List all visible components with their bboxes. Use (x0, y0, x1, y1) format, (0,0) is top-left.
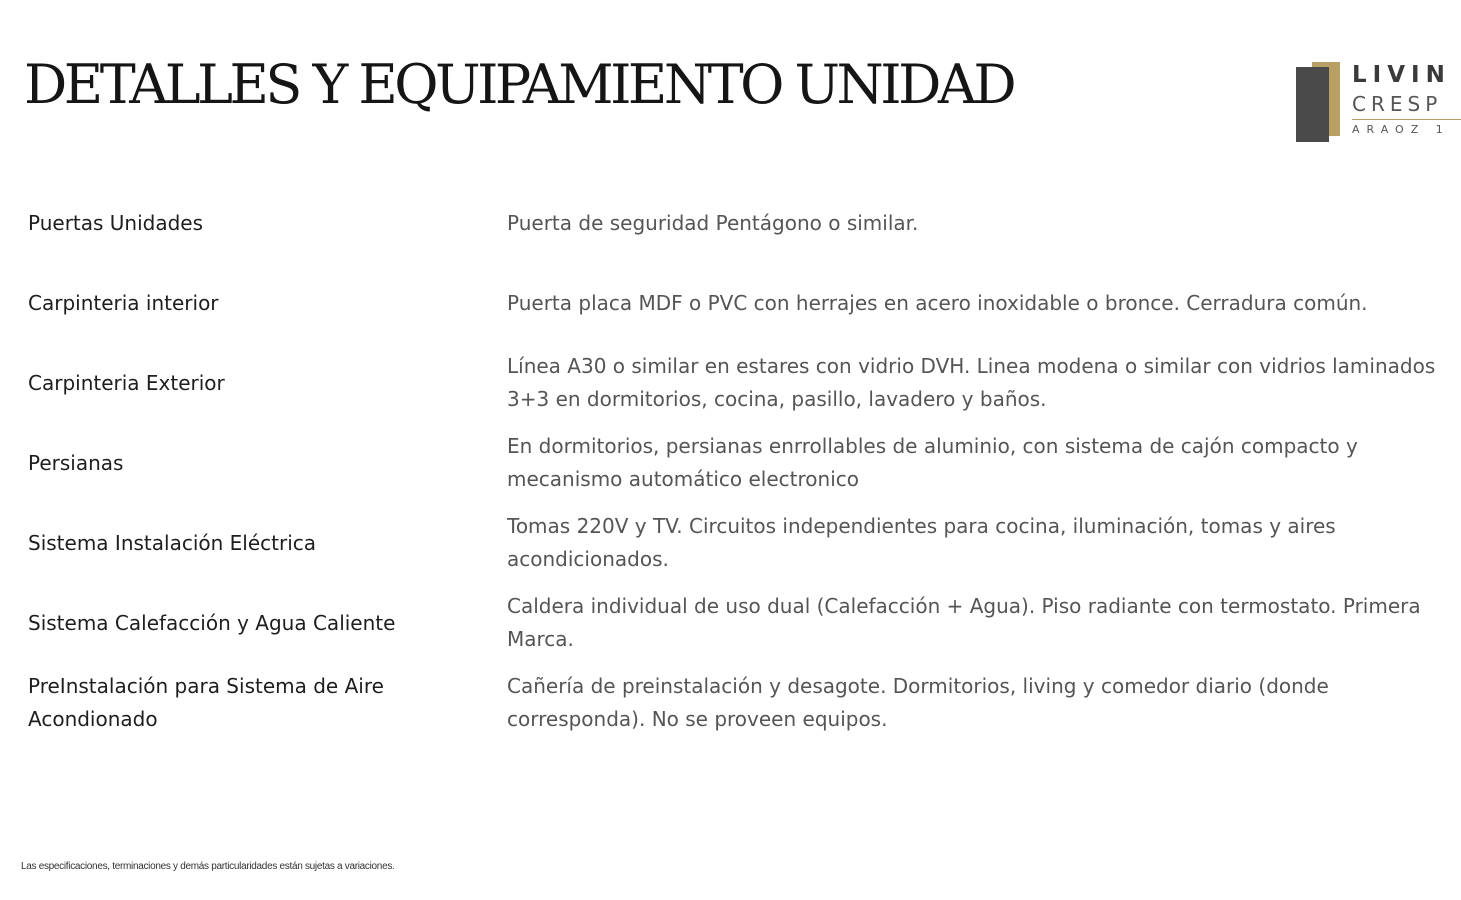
spec-label: Persianas (28, 450, 124, 475)
spec-description: Cañería de preinstalación y desagote. Dormitorios, living y comedor diario (donde corresponda). No se proveen equipos. (507, 674, 1329, 731)
spec-label: Puertas Unidades (28, 210, 204, 235)
page-title: DETALLES Y EQUIPAMIENTO UNIDAD (24, 53, 1014, 116)
spec-row-carpinteria-exterior (28, 348, 1448, 418)
spec-label: Sistema Instalación Eléctrica (28, 530, 317, 555)
spec-description: Tomas 220V y TV. Circuitos independientes para cocina, iluminación, tomas y aires acondicionados. (507, 514, 1336, 571)
spec-row-persianas (28, 428, 1448, 498)
logo-text-line1: LIVIN (1352, 62, 1451, 88)
brand-logo (1296, 62, 1461, 144)
spec-description: Puerta de seguridad Pentágono o similar. (507, 210, 919, 235)
spec-row-instalacion-electrica (28, 508, 1448, 578)
spec-row-carpinteria-interior (28, 268, 1448, 338)
spec-row-aire-acondicionado (28, 668, 1448, 738)
spec-description: En dormitorios, persianas enrrollables de aluminio, con sistema de cajón compacto y mecanismo automático electronico (507, 434, 1358, 491)
spec-label: Carpinteria Exterior (28, 370, 225, 395)
logo-divider (1352, 119, 1461, 120)
spec-label: Carpinteria interior (28, 290, 219, 315)
spec-description: Puerta placa MDF o PVC con herrajes en acero inoxidable o bronce. Cerradura común. (507, 290, 1368, 315)
spec-label: PreInstalación para Sistema de Aire Acondionado (28, 674, 384, 731)
spec-label: Sistema Calefacción y Agua Caliente (28, 610, 396, 635)
spec-row-calefaccion-agua (28, 588, 1448, 658)
logo-gray-bar (1296, 67, 1329, 142)
logo-text-line2: CRESP (1352, 92, 1443, 116)
spec-description: Línea A30 o similar en estares con vidrio DVH. Linea modena o similar con vidrios laminados 3+3 en dormitorios, cocina, pasillo, lavadero y baños. (507, 354, 1436, 411)
spec-row-puertas-unidades (28, 188, 1448, 258)
disclaimer-footnote: Las especificaciones, terminaciones y demás particularidades están sujetas a variaciones. (21, 861, 395, 872)
spec-description: Caldera individual de uso dual (Calefacción + Agua). Piso radiante con termostato. Primera Marca. (507, 594, 1421, 651)
logo-text-line3: ARAOZ 1 (1352, 123, 1450, 136)
